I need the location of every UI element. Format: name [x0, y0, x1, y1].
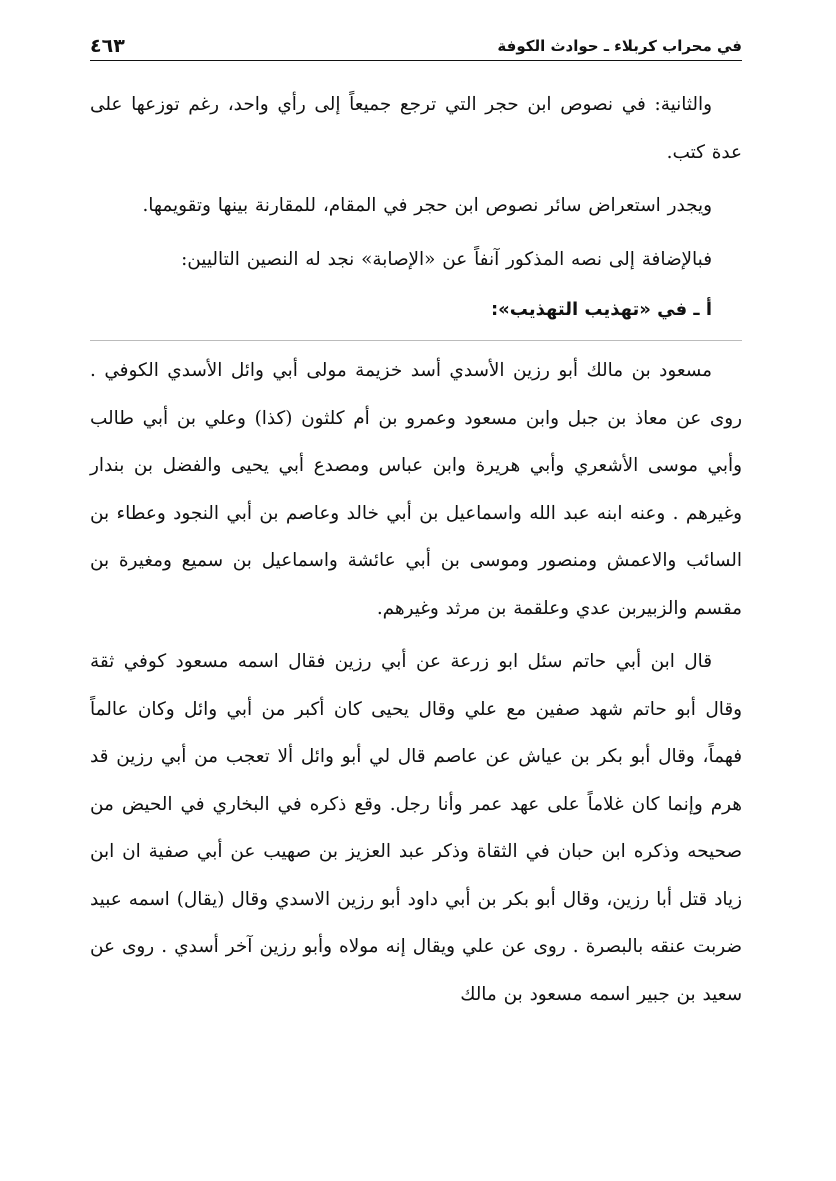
paragraph-review-texts: ويجدر استعراض سائر نصوص ابن حجر في المقام، للمقارنة بينها وتقويمها. [142, 195, 712, 216]
paragraph-second-point: والثانية: في نصوص ابن حجر التي ترجع جميعاً إلى رأي واحد، رغم توزعها على عدة كتب. [90, 94, 742, 163]
paragraph-narrations: قال ابن أبي حاتم سئل ابو زرعة عن أبي رزين فقال اسمه مسعود كوفي ثقة وقال أبو حاتم شهد صفين مع علي وقال يحيى كان أكبر من أبي وائل وكان عالماً فهماً، وقال أبو بكر بن عياش عن عاصم قال لي أبو وائل ألا تعجب من أبي رزين قد هرم وإنما كان غلاماً على عهد عمر وأنا رجل. وقع ذكره في البخاري في الحيض من صحيحه وذكره ابن حبان في الثقاة وذكر عبد العزيز بن صهيب عن أبي صفية ان ابن زياد قتل أبا رزين، وقال أبو بكر بن أبي داود أبو رزين الاسدي وقال (يقال) اسمه عبيد ضربت عنقه بالبصرة . روى عن علي ويقال إنه مولاه وأبو رزين آخر أسدي . روى عن سعيد بن جبير اسمه مسعود بن مالك [90, 651, 742, 1005]
section-heading-tahdhib: أ ـ في «تهذيب التهذيب»: [90, 288, 742, 341]
paragraph-two-texts: فبالإضافة إلى نصه المذكور آنفاً عن «الإصابة» نجد له النصين التاليين: [181, 248, 712, 270]
running-title: في محراب كربلاء ـ حوادث الكوفة [497, 37, 742, 55]
paragraph-biography: مسعود بن مالك أبو رزين الأسدي أسد خزيمة مولى أبي وائل الأسدي الكوفي . روى عن معاذ بن جبل وابن مسعود وعمرو بن أم كلثون (كذا) وعلي بن أبي طالب وأبي موسى الأشعري وأبي هريرة وابن عباس ومصدع أبي يحيى والفضل بن بندار وغيرهم . وعنه ابنه عبد الله واسماعيل بن أبي خالد وعاصم بن أبي النجود وعطاء بن السائب والاعمش ومنصور وموسى بن أبي عائشة واسماعيل بن سميع ومغيرة بن مقسم والزبيربن عدي وعلقمة بن مرثد وغيرهم. [90, 360, 742, 619]
book-page [90, 28, 742, 1018]
page-header [90, 28, 742, 61]
page-number: ٤٦٣ [90, 35, 125, 57]
page-body [90, 81, 742, 1018]
